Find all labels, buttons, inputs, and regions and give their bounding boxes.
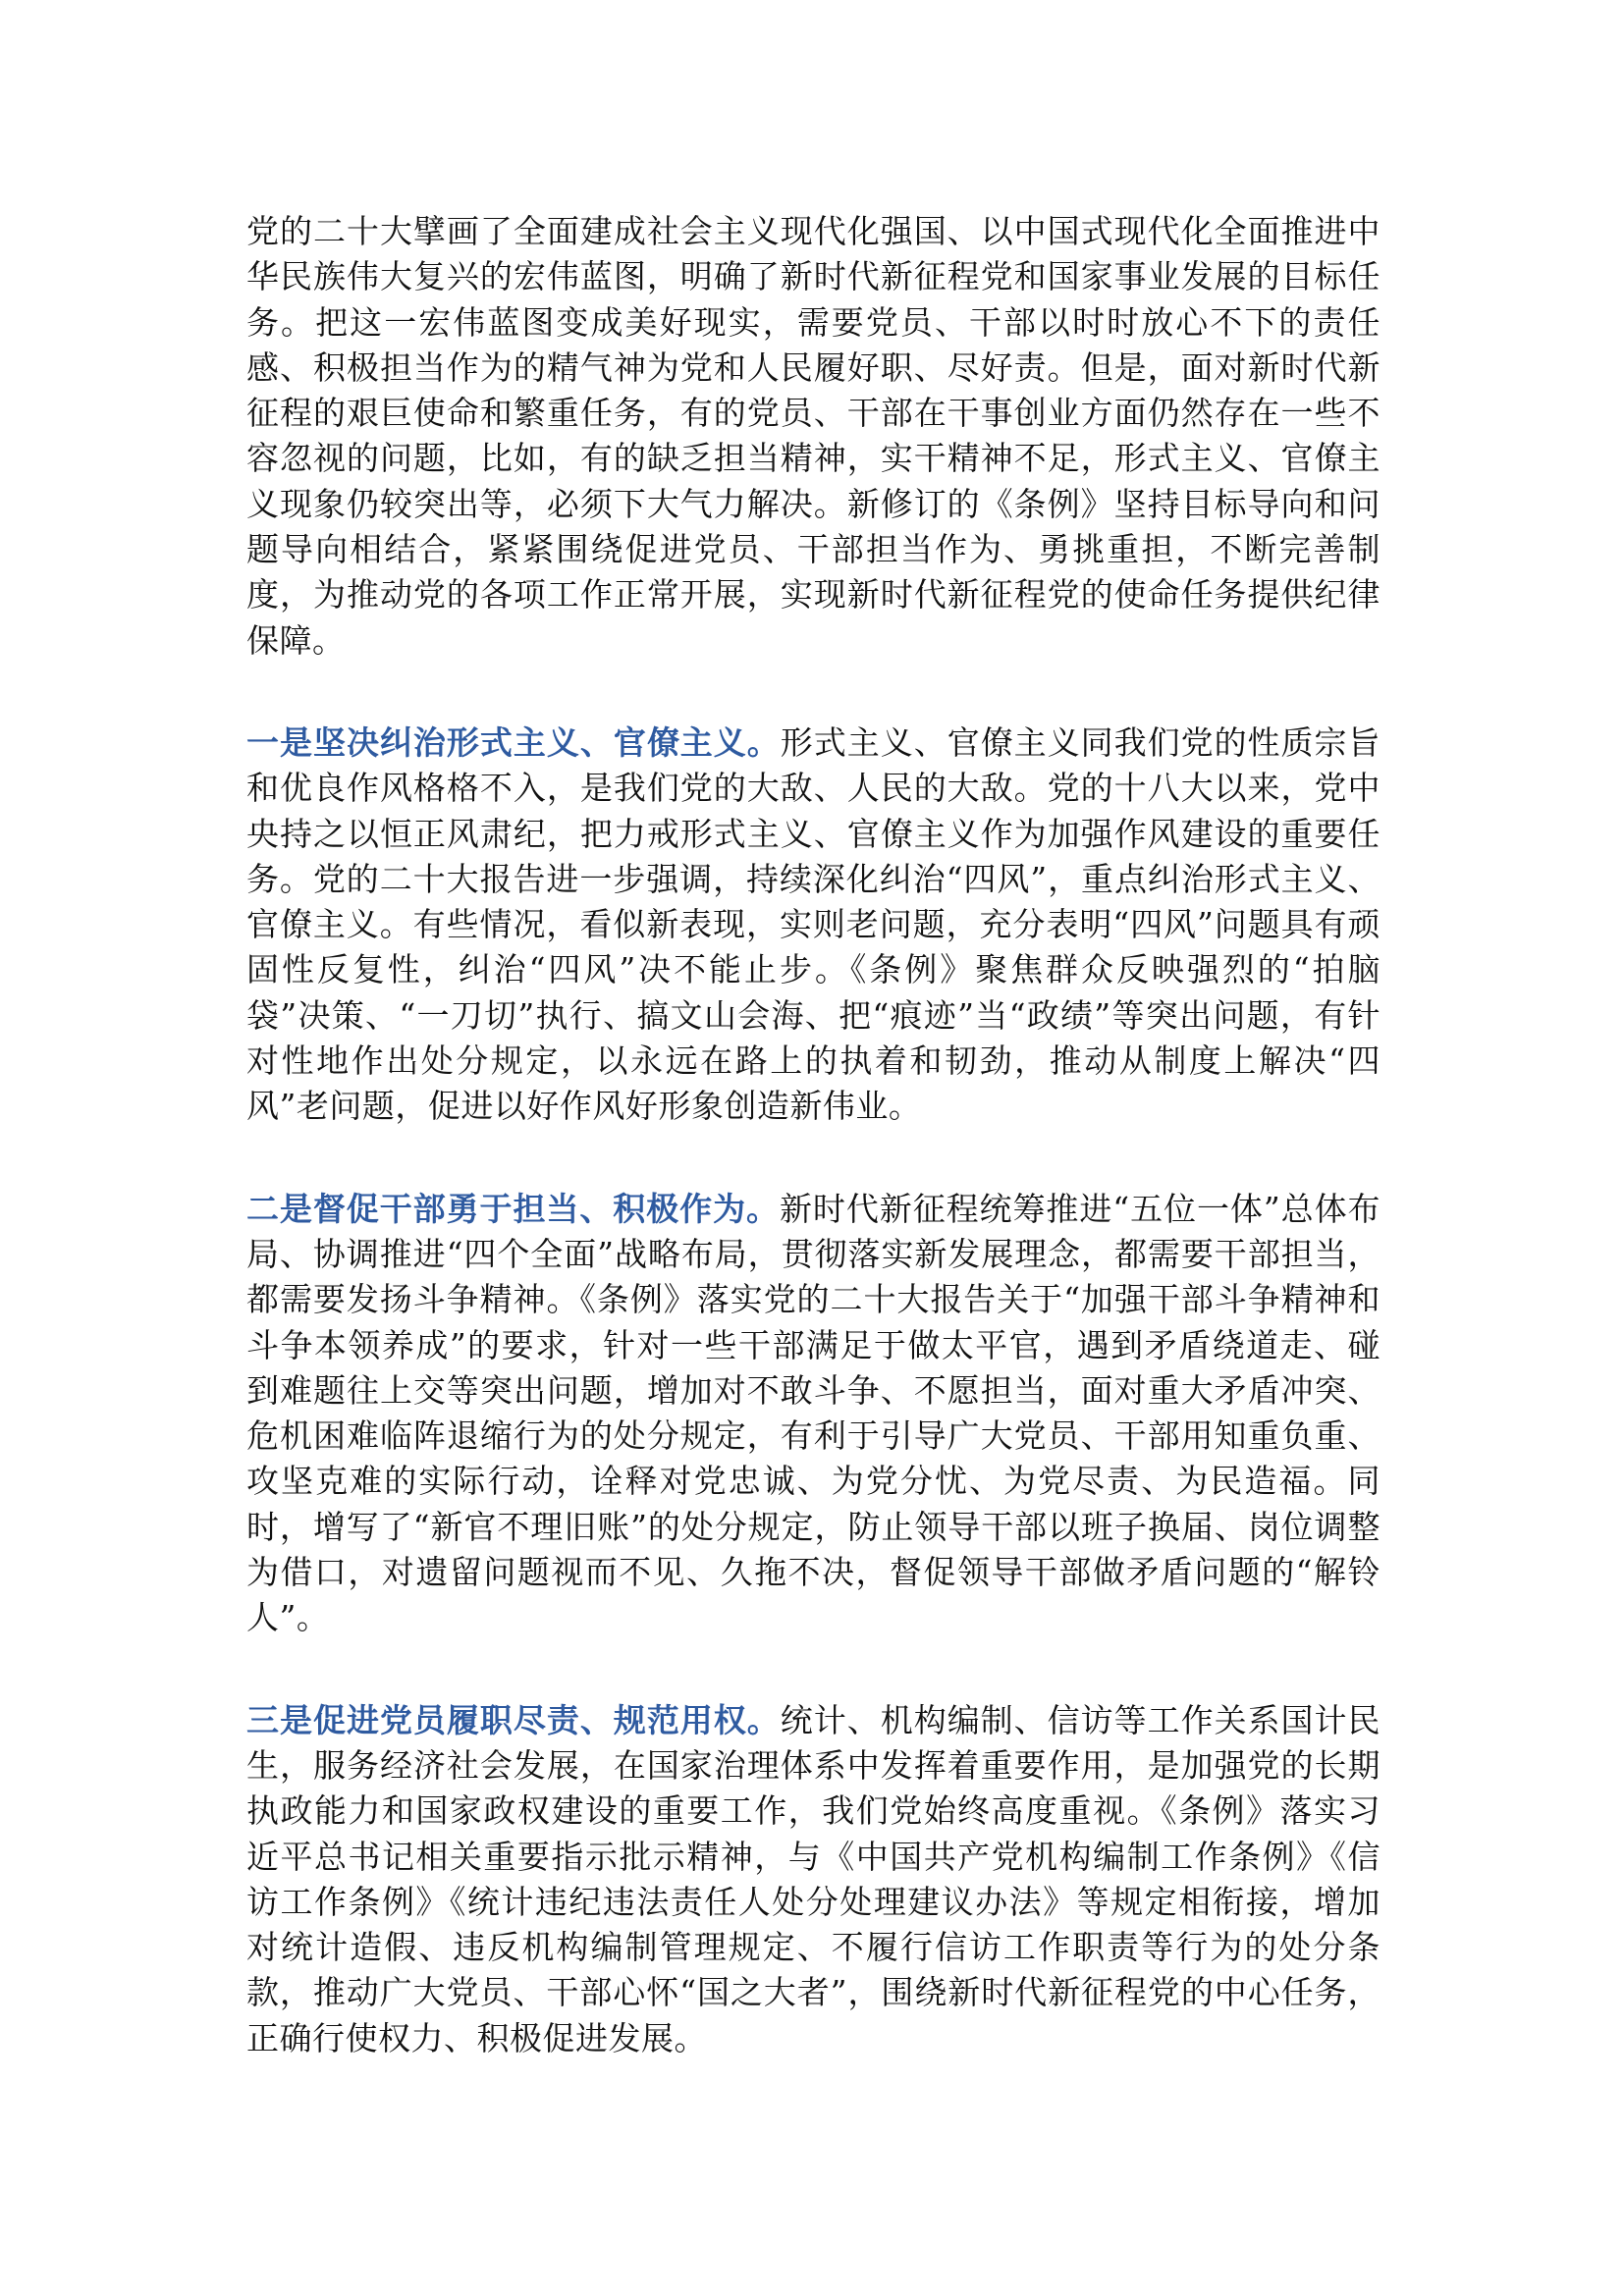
point-one-paragraph bbox=[246, 721, 1380, 1130]
point-three-paragraph bbox=[246, 1698, 1380, 2061]
paragraph-text: 党的二十大擘画了全面建成社会主义现代化强国、以中国式现代化全面推进中华民族伟大复兴的宏伟蓝图，明确了新时代新征程党和国家事业发展的目标任务。把这一宏伟蓝图变成美好现实，需要党员、干部以时时放心不下的责任感、积极担当作为的精气神为党和人民履好职、尽好责。但是，面对新时代新征程的艰巨使命和繁重任务，有的党员、干部在干事创业方面仍然存在一些不容忽视的问题，比如，有的缺乏担当精神，实干精神不足，形式主义、官僚主义现象仍较突出等，必须下大气力解决。新修订的《条例》坚持目标导向和问题导向相结合，紧紧围绕促进党员、干部担当作为、勇挑重担，不断完善制度，为推动党的各项工作正常开展，实现新时代新征程党的使命任务提供纪律保障。 bbox=[246, 212, 1380, 660]
paragraph-text: 统计、机构编制、信访等工作关系国计民生，服务经济社会发展，在国家治理体系中发挥着重要作用，是加强党的长期执政能力和国家政权建设的重要工作，我们党始终高度重视。《条例》落实习近平总书记相关重要指示批示精神，与《中国共产党机构编制工作条例》《信访工作条例》《统计违纪违法责任人处分处理建议办法》等规定相衔接，增加对统计造假、违反机构编制管理规定、不履行信访工作职责等行为的处分条款，推动广大党员、干部心怀“国之大者”，围绕新时代新征程党的中心任务，正确行使权力、积极促进发展。 bbox=[246, 1700, 1381, 2057]
point-three-heading: 三是促进党员履职尽责、规范用权。 bbox=[246, 1700, 781, 1739]
point-one-heading: 一是坚决纠治形式主义、官僚主义。 bbox=[246, 722, 781, 762]
document-page bbox=[246, 209, 1380, 2061]
paragraph-text: 新时代新征程统筹推进“五位一体”总体布局、协调推进“四个全面”战略布局，贯彻落实新发展理念，都需要干部担当，都需要发扬斗争精神。《条例》落实党的二十大报告关于“加强干部斗争精神和斗争本领养成”的要求，针对一些干部满足于做太平官，遇到矛盾绕道走、碰到难题往上交等突出问题，增加对不敢斗争、不愿担当，面对重大矛盾冲突、危机困难临阵退缩行为的处分规定，有利于引导广大党员、干部用知重负重、攻坚克难的实际行动，诠释对党忠诚、为党分忧、为党尽责、为民造福。同时，增写了“新官不理旧账”的处分规定，防止领导干部以班子换届、岗位调整为借口，对遗留问题视而不见、久拖不决，督促领导干部做矛盾问题的“解铃人”。 bbox=[246, 1189, 1381, 1637]
intro-paragraph bbox=[246, 209, 1380, 664]
point-two-paragraph bbox=[246, 1187, 1380, 1641]
point-two-heading: 二是督促干部勇于担当、积极作为。 bbox=[246, 1189, 780, 1228]
paragraph-text: 形式主义、官僚主义同我们党的性质宗旨和优良作风格格不入，是我们党的大敌、人民的大敌。党的十八大以来，党中央持之以恒正风肃纪，把力戒形式主义、官僚主义作为加强作风建设的重要任务。党的二十大报告进一步强调，持续深化纠治“四风”，重点纠治形式主义、官僚主义。有些情况，看似新表现，实则老问题，充分表明“四风”问题具有顽固性反复性，纠治“四风”决不能止步。《条例》聚焦群众反映强烈的“拍脑袋”决策、“一刀切”执行、搞文山会海、把“痕迹”当“政绩”等突出问题，有针对性地作出处分规定，以永远在路上的执着和韧劲，推动从制度上解决“四风”老问题，促进以好作风好形象创造新伟业。 bbox=[246, 722, 1381, 1126]
